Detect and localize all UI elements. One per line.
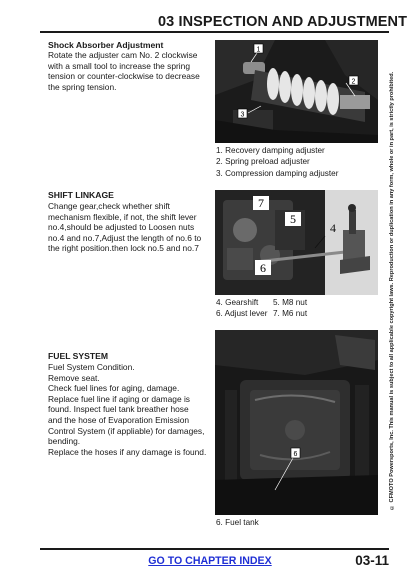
text-line: no.4,should be adjusted to Loosen nuts (48, 222, 195, 233)
callout-label: 3 (240, 111, 245, 119)
shock-absorber-legend (216, 145, 338, 179)
fuel-system-instructions (48, 362, 208, 457)
legend-item: 7. M6 nut (273, 309, 308, 319)
copyright-side-note: © CFMOTO Powersports, Inc. This manual is subject to all applicable copyright laws. Reproduction or duplication in any form, whole or in part, is strictly prohibited. (389, 71, 395, 511)
text-line: the spring tension. (48, 81, 117, 92)
legend-item: 2. Spring preload adjuster (216, 157, 310, 167)
shock-absorber-instructions (48, 50, 208, 92)
text-line: Fuel System Condition. (48, 362, 135, 372)
legend-row (216, 297, 307, 308)
shift-linkage-legend (216, 297, 307, 320)
fuel-system-photo (215, 330, 378, 515)
legend-item: 6. Fuel tank (216, 518, 259, 527)
text-line: Rotate the adjuster cam No. 2 clockwise (48, 50, 198, 60)
fuel-system-legend (216, 517, 259, 528)
legend-item: 1. Recovery damping adjuster (216, 146, 325, 155)
text-line: Control System (if appliable) for damages, (48, 425, 205, 436)
page-header-title: 03 INSPECTION AND ADJUSTMENT (158, 14, 408, 30)
legend-item: 6. Adjust lever (216, 309, 268, 319)
footer-divider (40, 548, 389, 550)
callout-label: 6 (293, 451, 298, 458)
section-title-shock-absorber: Shock Absorber Adjustment (48, 40, 164, 50)
shift-linkage-photo (215, 190, 378, 295)
section-title-shift-linkage: SHIFT LINKAGE (48, 190, 114, 200)
text-line: the right position.then lock no.5 and no.7 (48, 243, 199, 254)
text-line: bending. (48, 436, 81, 447)
chapter-index-link[interactable]: GO TO CHAPTER INDEX (148, 555, 272, 567)
callout-label: 7 (258, 196, 264, 210)
text-line: Remove seat. (48, 372, 100, 383)
legend-row (216, 308, 307, 319)
text-line: and the hose of Evaporation Emission (48, 414, 190, 425)
callout-label: 6 (260, 261, 266, 275)
shift-linkage-instructions (48, 201, 208, 254)
section-title-fuel-system: FUEL SYSTEM (48, 351, 109, 361)
text-line: with a small tool to increase the spring (48, 60, 190, 71)
text-line: tension or counter-clockwise to decrease (48, 71, 200, 82)
callout-label: 4 (330, 221, 336, 235)
text-line: Change gear,check whether shift (48, 201, 170, 211)
text-line: no.4 and no.7,Adjust the length of no.6 to (48, 232, 202, 243)
page-number: 03-11 (355, 553, 389, 568)
legend-item: 3. Compression damping adjuster (216, 168, 339, 178)
text-line: Replace fuel line if aging or damage is (48, 393, 190, 404)
header-divider (40, 31, 389, 33)
text-line: mechanism flexible, if not, the shift lever (48, 211, 197, 222)
text-line: Check fuel lines for aging, damage. (48, 383, 180, 394)
callout-label: 1 (256, 46, 261, 54)
shock-absorber-photo (215, 40, 378, 143)
text-line: found. Inspect fuel tank breather hose (48, 404, 189, 415)
legend-item: 5. M8 nut (273, 298, 308, 307)
text-line: Replace the hoses if any damage is found. (48, 446, 207, 457)
legend-item: 4. Gearshift (216, 298, 259, 307)
callout-label: 2 (351, 78, 356, 86)
callout-label: 5 (290, 212, 296, 226)
